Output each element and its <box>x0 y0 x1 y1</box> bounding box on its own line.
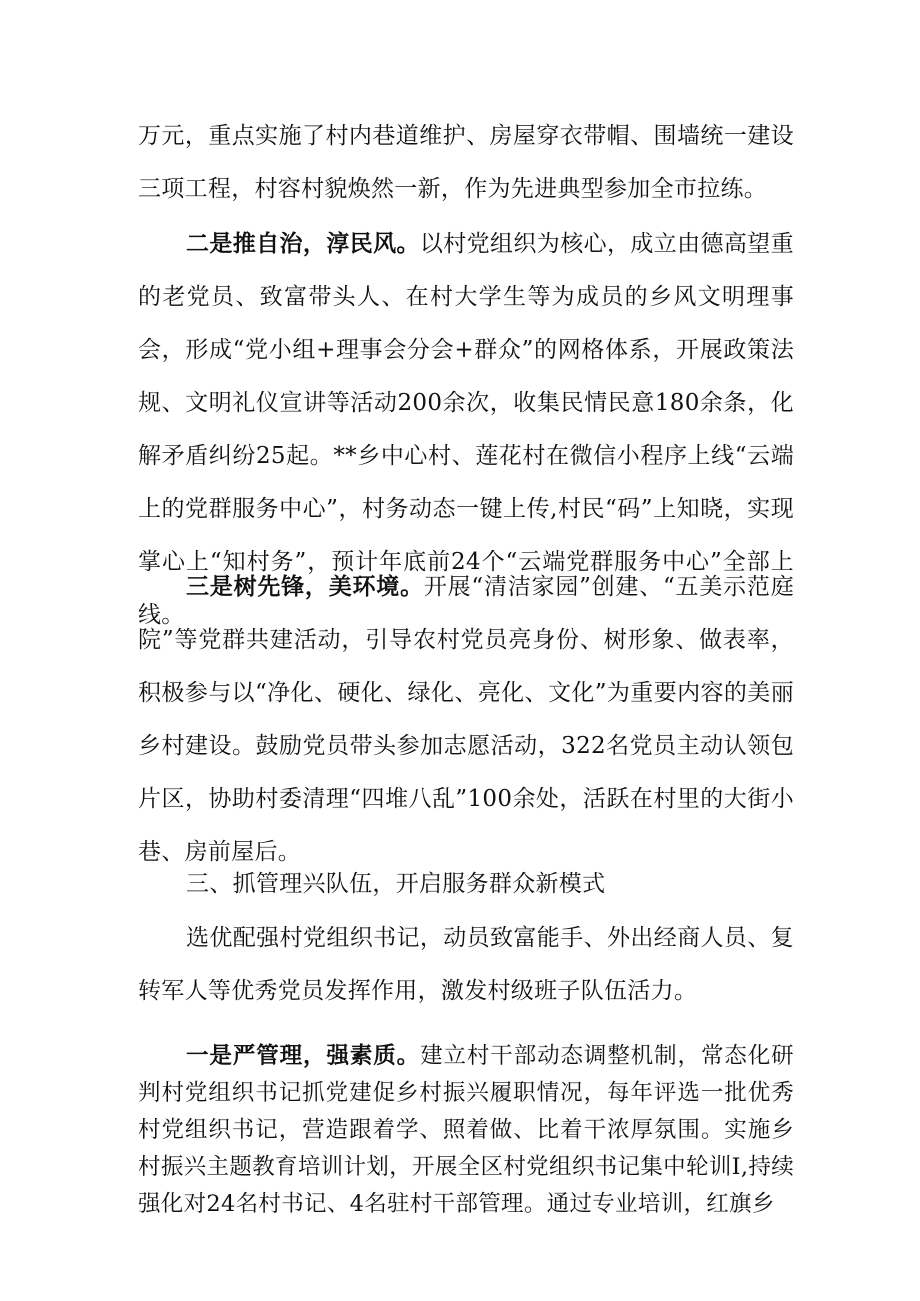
paragraph-continuation <box>138 110 794 216</box>
paragraph-text: 以村党组织为核心，成立由德高望重的老党员、致富带头人、在村大学生等为成员的乡风文明理事会，形成“党小组+理事会分会+群众”的网格体系，开展政策法规、文明礼仪宣讲等活动200余次，收集民情民意180余条，化解矛盾纠纷25起。**乡中心村、莲花村在微信小程序上线“云端上的党群服务中心”，村务动态一键上传,村民“码”上知晓，实现掌心上“知村务”，预计年底前24个“云端党群服务中心”全部上线。 <box>138 231 794 628</box>
section-heading-text: 三、抓管理兴队伍，开启服务群众新模式 <box>186 871 606 897</box>
paragraph-lead: 一是严管理，强素质。 <box>186 1043 421 1069</box>
paragraph-lead: 三是树先锋，美环境。 <box>186 573 424 600</box>
section-heading <box>186 858 605 911</box>
paragraph-management <box>138 1038 794 1223</box>
paragraph-team-intro <box>138 912 794 1018</box>
paragraph-text: 开展“清洁家园”创建、“五美示范庭院”等党群共建活动，引导农村党员亮身份、树形象、做表率，积极参与以“净化、硬化、绿化、亮化、文化”为重要内容的美丽乡村建设。鼓励党员带头参加志愿活动，322名党员主动认领包片区，协助村委清理“四堆八乱”100余处，活跃在村里的大街小巷、房前屋后。 <box>138 574 795 865</box>
paragraph-text: 选优配强村党组织书记，动员致富能手、外出经商人员、复转军人等优秀党员发挥作用，激发村级班子队伍活力。 <box>138 925 794 1004</box>
paragraph-text: 建立村干部动态调整机制，常态化研判村党组织书记抓党建促乡村振兴履职情况，每年评选一批优秀村党组织书记，营造跟着学、照着做、比着干浓厚氛围。实施乡村振兴主题教育培训计划，开展全区村党组织书记集中轮训I,持续强化对24名村书记、4名驻村干部管理。通过专业培训，红旗乡 <box>138 1043 794 1217</box>
paragraph-lead: 二是推自治，淳民风。 <box>186 230 420 257</box>
paragraph-vanguard <box>138 560 794 879</box>
paragraph-text: 万元，重点实施了村内巷道维护、房屋穿衣带帽、围墙统一建设三项工程，村容村貌焕然一新，作为先进典型参加全市拉练。 <box>138 123 794 202</box>
